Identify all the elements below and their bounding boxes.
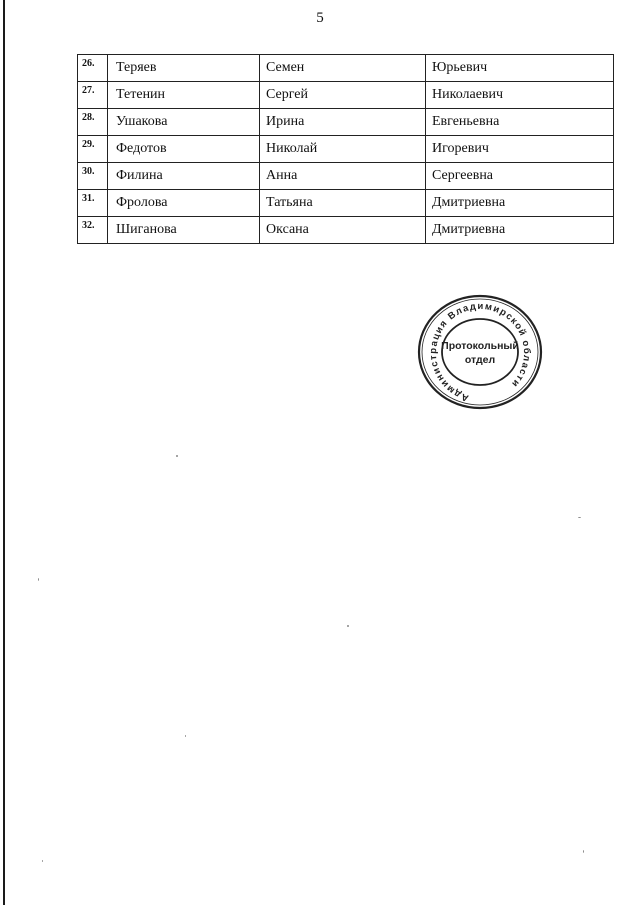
patronymic-cell: Сергеевна <box>426 163 614 190</box>
scan-speck <box>347 625 349 627</box>
row-number-cell: 31. <box>78 190 108 217</box>
surname-cell: Филина <box>108 163 260 190</box>
patronymic-cell: Юрьевич <box>426 55 614 82</box>
table-row <box>78 109 614 136</box>
page-number: 5 <box>316 10 324 26</box>
patronymic-cell: Игоревич <box>426 136 614 163</box>
scan-speck <box>185 735 186 737</box>
stamp-center-line1: Протокольный <box>441 340 519 352</box>
first-name-cell: Ирина <box>260 109 426 136</box>
scan-edge <box>3 0 5 905</box>
patronymic-cell: Николаевич <box>426 82 614 109</box>
table-row <box>78 217 614 244</box>
scan-speck <box>38 578 39 581</box>
scan-speck <box>42 860 43 862</box>
row-number-cell: 28. <box>78 109 108 136</box>
table-row <box>78 163 614 190</box>
row-number-cell: 29. <box>78 136 108 163</box>
surname-cell: Фролова <box>108 190 260 217</box>
stamp-ring-text: Администрация Владимирской области <box>427 300 533 404</box>
stamp-outer-ring-inner <box>422 299 538 405</box>
scan-speck <box>578 517 581 518</box>
surname-cell: Теряев <box>108 55 260 82</box>
stamp-inner-ring <box>442 319 518 385</box>
row-number-cell: 30. <box>78 163 108 190</box>
row-number-cell: 26. <box>78 55 108 82</box>
table-row <box>78 55 614 82</box>
row-number-cell: 32. <box>78 217 108 244</box>
first-name-cell: Татьяна <box>260 190 426 217</box>
names-table <box>77 54 614 244</box>
table-row <box>78 136 614 163</box>
patronymic-cell: Дмитриевна <box>426 190 614 217</box>
scan-speck <box>176 455 178 457</box>
surname-cell: Федотов <box>108 136 260 163</box>
table-row <box>78 82 614 109</box>
official-stamp <box>410 290 550 415</box>
first-name-cell: Сергей <box>260 82 426 109</box>
patronymic-cell: Евгеньевна <box>426 109 614 136</box>
table-row <box>78 190 614 217</box>
surname-cell: Тетенин <box>108 82 260 109</box>
surname-cell: Шиганова <box>108 217 260 244</box>
patronymic-cell: Дмитриевна <box>426 217 614 244</box>
scan-speck <box>583 850 584 853</box>
first-name-cell: Оксана <box>260 217 426 244</box>
first-name-cell: Семен <box>260 55 426 82</box>
row-number-cell: 27. <box>78 82 108 109</box>
surname-cell: Ушакова <box>108 109 260 136</box>
first-name-cell: Анна <box>260 163 426 190</box>
first-name-cell: Николай <box>260 136 426 163</box>
table-body <box>78 55 614 244</box>
stamp-center-line2: отдел <box>464 354 496 366</box>
